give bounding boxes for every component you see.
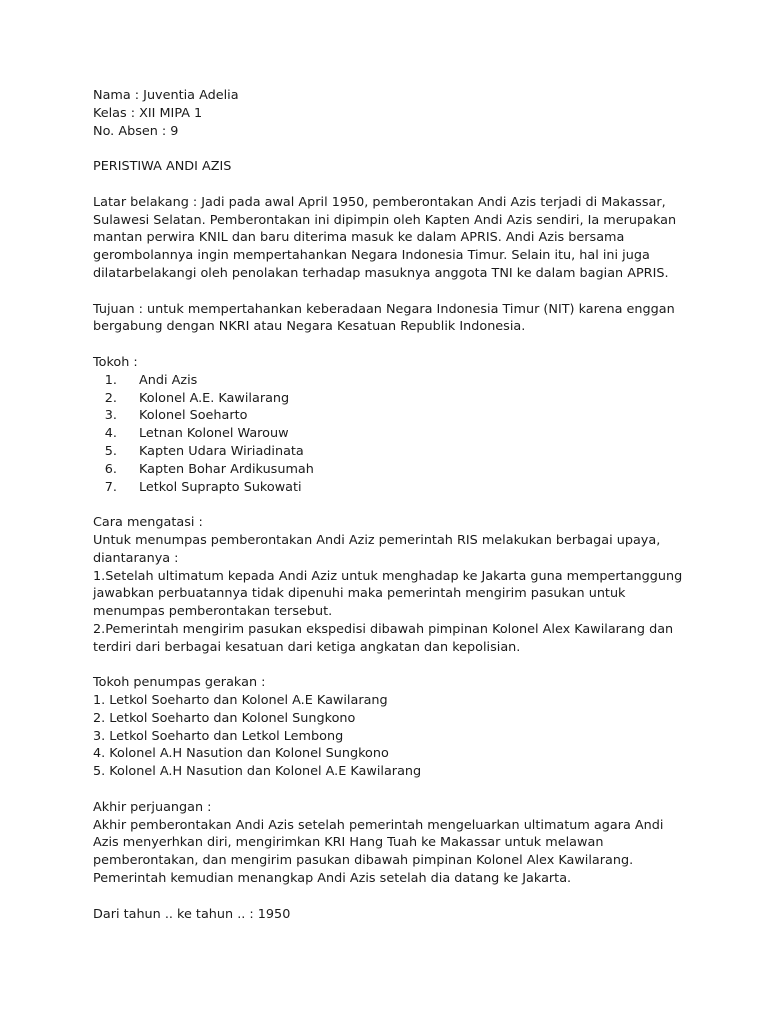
section-tokoh-penumpas: [93, 674, 673, 781]
student-class: Kelas : XII MIPA 1: [93, 105, 203, 121]
paragraph-line: gerombolannya ingin mempertahankan Negara Indonesia Timur. Selain itu, hal ini juga: [93, 248, 650, 264]
list-item: [93, 461, 673, 479]
list-item: 2. Letkol Soeharto dan Kolonel Sungkono: [93, 710, 356, 726]
paragraph-line: menumpas pemberontakan tersebut.: [93, 604, 333, 620]
document-body: [93, 87, 683, 923]
paragraph-line: pemberontakan, dan mengirim pasukan dibawah pimpinan Kolonel Alex Kawilarang.: [93, 853, 634, 869]
spacer: [93, 888, 673, 906]
akhir-heading: Akhir perjuangan :: [93, 799, 212, 815]
list-number: 1.: [104, 372, 117, 388]
list-text: Kolonel A.E. Kawilarang: [139, 390, 290, 406]
paragraph-line: mantan perwira KNIL dan baru diterima masuk ke dalam APRIS. Andi Azis bersama: [93, 230, 625, 246]
list-item: [93, 407, 673, 425]
list-item: [93, 479, 673, 497]
section-cara-mengatasi: [93, 514, 683, 656]
cara-heading: Cara mengatasi :: [93, 515, 203, 531]
section-latar-belakang: [93, 194, 677, 283]
paragraph-line: diantaranya :: [93, 550, 179, 566]
penumpas-heading: Tokoh penumpas gerakan :: [93, 675, 266, 691]
list-text: Kapten Udara Wiriadinata: [139, 443, 304, 459]
list-number: 6.: [104, 461, 117, 477]
list-item: 4. Kolonel A.H Nasution dan Kolonel Sungkono: [93, 746, 389, 762]
paragraph-line: jawabkan perbuatannya tidak dipenuhi maka pemerintah mengirim pasukan untuk: [93, 586, 626, 602]
list-item: 3. Letkol Soeharto dan Letkol Lembong: [93, 728, 344, 744]
list-text: Kapten Bohar Ardikusumah: [139, 461, 314, 477]
list-item: [93, 390, 673, 408]
student-name: Nama : Juventia Adelia: [93, 88, 239, 103]
paragraph-line: 1.Setelah ultimatum kepada Andi Aziz untuk menghadap ke Jakarta guna mempertanggung: [93, 568, 683, 584]
list-number: 7.: [104, 479, 117, 495]
student-number: No. Absen : 9: [93, 123, 179, 139]
spacer: [93, 336, 673, 354]
student-info: [93, 87, 673, 140]
section-tokoh: [93, 354, 673, 496]
list-item: 5. Kolonel A.H Nasution dan Kolonel A.E Kawilarang: [93, 764, 422, 780]
document-title: PERISTIWA ANDI AZIS: [93, 159, 232, 175]
paragraph-line: Azis menyerhkan diri, mengirimkan KRI Hang Tuah ke Makassar untuk melawan: [93, 835, 604, 851]
paragraph-line: terdiri dari berbagai kesatuan dari ketiga angkatan dan kepolisian.: [93, 639, 521, 655]
paragraph-line: Sulawesi Selatan. Pemberontakan ini dipimpin oleh Kapten Andi Azis sendiri, Ia merupakan: [93, 212, 677, 228]
paragraph-line: Tujuan : untuk mempertahankan keberadaan Negara Indonesia Timur (NIT) karena enggan: [93, 301, 675, 317]
list-number: 5.: [104, 443, 117, 459]
spacer: [93, 657, 673, 675]
footer-year: Dari tahun .. ke tahun .. : 1950: [93, 906, 291, 922]
paragraph-line: Pemerintah kemudian menangkap Andi Azis setelah dia datang ke Jakarta.: [93, 871, 572, 887]
tokoh-heading: Tokoh :: [93, 354, 138, 370]
paragraph-line: dilatarbelakangi oleh penolakan terhadap masuknya anggota TNI ke dalam bagian APRIS.: [93, 265, 669, 281]
spacer: [93, 140, 673, 158]
list-number: 4.: [104, 426, 117, 442]
list-item: [93, 443, 673, 461]
paragraph-line: 2.Pemerintah mengirim pasukan ekspedisi dibawah pimpinan Kolonel Alex Kawilarang dan: [93, 621, 674, 637]
spacer: [93, 283, 673, 301]
tokoh-list: [93, 372, 673, 497]
list-number: 3.: [104, 408, 117, 424]
spacer: [93, 496, 673, 514]
paragraph-line: bergabung dengan NKRI atau Negara Kesatuan Republik Indonesia.: [93, 319, 526, 335]
list-item: [93, 425, 673, 443]
list-text: Letnan Kolonel Warouw: [139, 426, 289, 442]
list-item: 1. Letkol Soeharto dan Kolonel A.E Kawilarang: [93, 693, 388, 709]
section-tujuan: [93, 301, 673, 337]
list-text: Kolonel Soeharto: [139, 408, 248, 424]
spacer: [93, 176, 673, 194]
list-number: 2.: [104, 390, 117, 406]
section-akhir-perjuangan: [93, 799, 673, 888]
paragraph-line: Untuk menumpas pemberontakan Andi Aziz pemerintah RIS melakukan berbagai upaya,: [93, 532, 661, 548]
paragraph-line: Latar belakang : Jadi pada awal April 1950, pemberontakan Andi Azis terjadi di Makassar,: [93, 194, 666, 210]
list-item: [93, 372, 673, 390]
list-text: Letkol Suprapto Sukowati: [139, 479, 302, 495]
list-text: Andi Azis: [139, 372, 198, 388]
spacer: [93, 781, 673, 799]
paragraph-line: Akhir pemberontakan Andi Azis setelah pemerintah mengeluarkan ultimatum agara Andi: [93, 817, 664, 833]
